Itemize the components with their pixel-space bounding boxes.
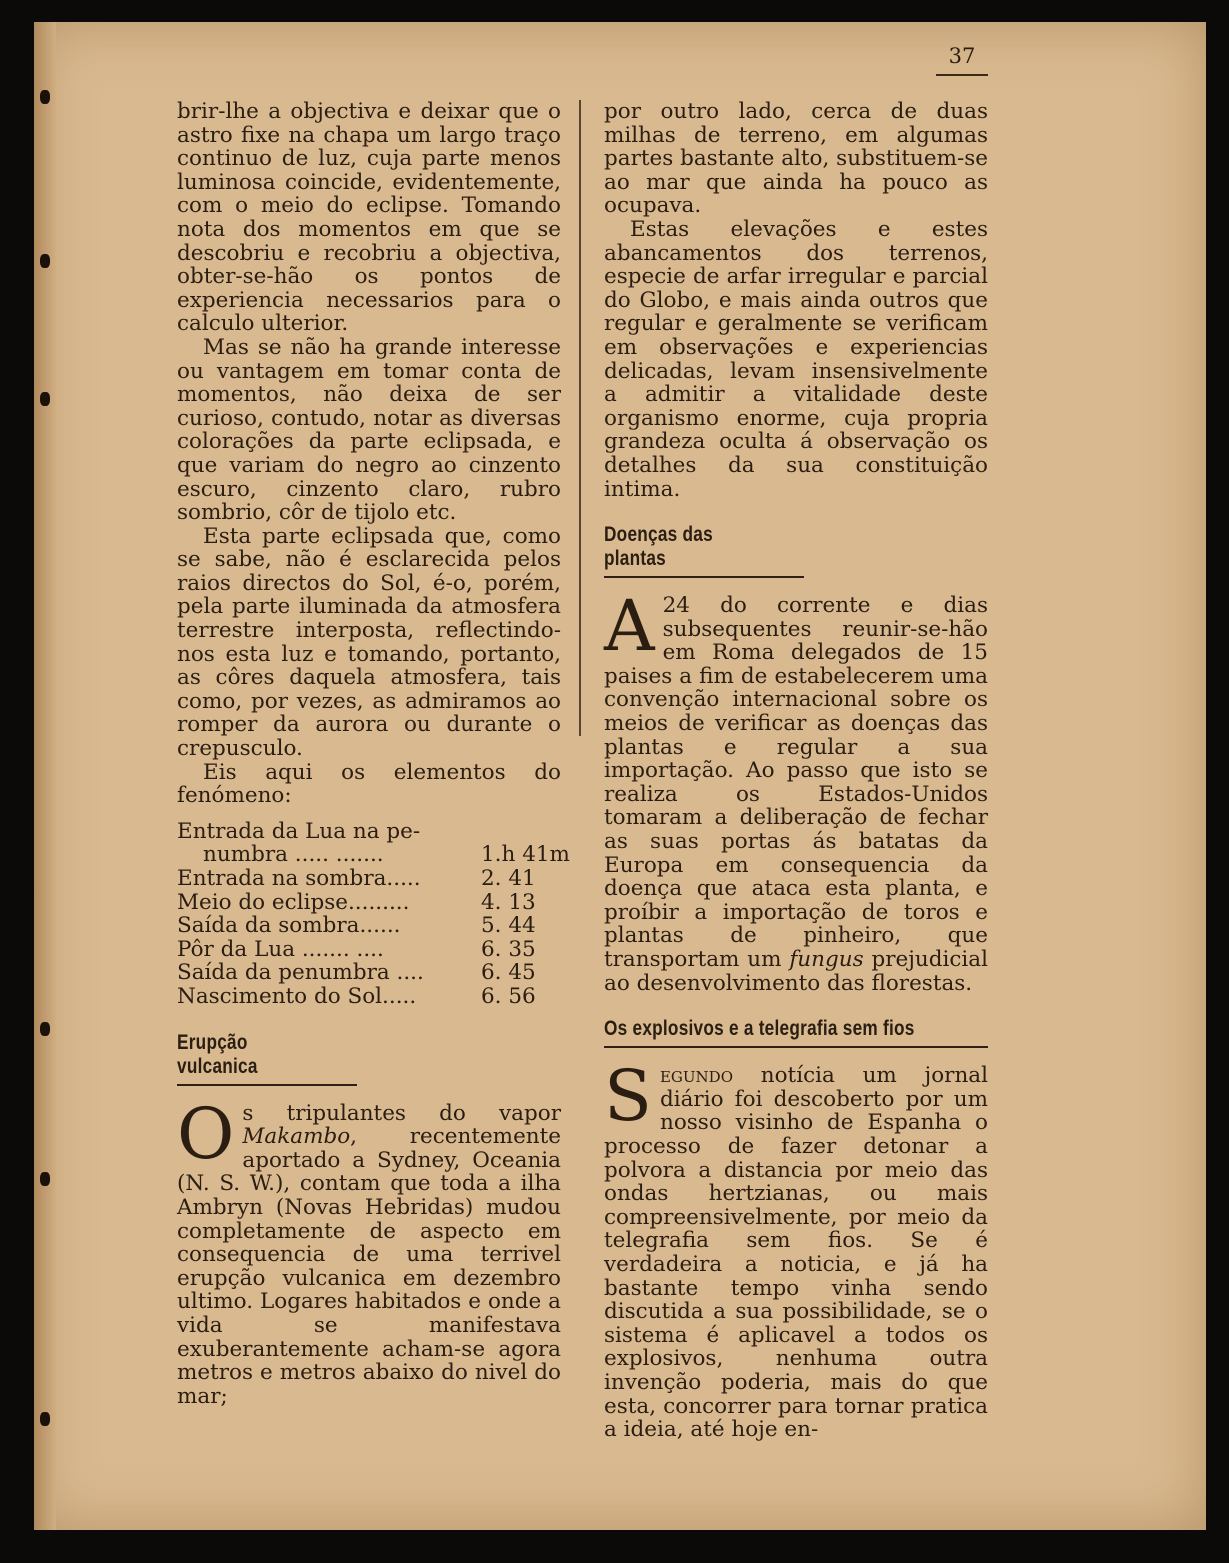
drop-cap: O (177, 1092, 235, 1175)
table-value: 5. 44 (481, 913, 536, 939)
paragraph: brir-lhe a objectiva e deixar que o astro fixe na chapa um largo traço continuo de luz, cuja parte menos luminosa coincide, evidentemente, com o meio do eclipse. Tomando nota dos momentos em que se descobriu e recobriu a objectiva, obter-se-hão os pontos de experiencia necessarios para o calculo ulterior. (177, 99, 561, 337)
table-value: 6. 45 (481, 960, 536, 986)
table-label: numbra ..... ....... (203, 843, 384, 867)
right-column (604, 100, 988, 1442)
table-row (177, 891, 561, 915)
section-title-underline (604, 523, 804, 578)
section-title: Doenças das plantas (604, 523, 713, 571)
table-row (177, 938, 561, 962)
section-title: Os explosivos e a telegrafia sem fios (604, 1017, 915, 1041)
table-value: 2. 41 (481, 866, 536, 891)
small-caps-text: egundo (659, 1063, 733, 1089)
table-row (177, 985, 561, 1009)
page-number: 37 (936, 44, 988, 76)
paragraph (604, 585, 988, 996)
binding-edge (34, 22, 56, 1530)
table-label: Saída da penumbra .... (177, 961, 424, 985)
table-label: Entrada da Lua na pe- (177, 819, 421, 844)
table-value: 6. 35 (481, 936, 536, 962)
text-run: s tripulantes do vapor (242, 1100, 561, 1126)
text-run: , recentemente aportado a Sydney, Oceania (N. S. W.), contam que toda a ilha Ambryn (Novas Hebridas) mudou completamente de aspecto em consequencia de uma terrivel erupção vulcanica em dezembro ultimo. Logares habitados e onde a vida se manifestava exuberantemente acham-se agora metros e metros abaixo do nivel do mar; (177, 1124, 561, 1409)
table-value: 4. 13 (481, 889, 536, 915)
binding-mark (40, 1022, 50, 1036)
drop-cap: S (604, 1055, 652, 1138)
paragraph: Esta parte eclipsada que, como se sabe, não é esclarecida pelos raios directos do Sol, é-o, porém, pela parte iluminada da atmosfera terrestre interposta, reflectindo-nos esta luz e tomando, portanto, as côres daquela atmosfera, tais como, por vezes, as admiramos ao romper da aurora ou durante o crepusculo. (177, 523, 561, 762)
page (34, 22, 1206, 1530)
binding-mark (40, 1412, 50, 1426)
binding-mark (40, 90, 50, 104)
italic-text: fungus (789, 947, 864, 972)
table-row (177, 842, 570, 868)
paragraph: Mas se não ha grande interesse ou vantagem em tomar conta de momentos, não deixa de ser curioso, contudo, notar as diversas colorações da parte eclipsada, e que variam do negro ao cinzento escuro, cinzento claro, rubro sombrio, côr de tijolo etc. (177, 334, 561, 526)
table-row (177, 820, 561, 844)
paragraph: por outro lado, cerca de duas milhas de terreno, em algumas partes bastante alto, substituem-se ao mar que ainda ha pouco as ocupava. (604, 99, 988, 219)
section-title: Erupção vulcanica (177, 1030, 258, 1078)
table-label: Meio do eclipse......... (177, 890, 410, 915)
text-run: 24 do corrente e dias subsequentes reunir-se-hão em Roma delegados de 15 paises a fim de estabelecerem uma convenção internacional sobre os meios de verificar as doenças das plantas e regular a sua importação. Ao passo que isto se realiza os Estados-Unidos tomaram a deliberação de fechar as suas portas ás batatas da Europa em consequencia da doença que ataca esta planta, e proíbir a importação de toros e plantas de pinheiro, que transportam um (604, 593, 988, 972)
table-label: Nascimento do Sol..... (177, 984, 417, 1009)
table-label: Pôr da Lua ....... .... (177, 937, 384, 962)
table-label: Saída da sombra...... (177, 914, 401, 938)
binding-mark (40, 1172, 50, 1186)
eclipse-table (177, 819, 570, 1009)
left-column (177, 99, 570, 1409)
binding-mark (40, 392, 50, 406)
table-row (177, 867, 561, 891)
table-row (177, 961, 561, 985)
italic-text: Makambo (242, 1124, 351, 1150)
paragraph (604, 1055, 988, 1443)
paragraph: Eis aqui os elementos do fenómeno: (177, 759, 561, 809)
column-divider (579, 100, 581, 736)
text-run: prejudicial ao desenvolvimento das florestas. (604, 947, 988, 996)
table-label: Entrada na sombra..... (177, 867, 421, 891)
table-value: 6. 56 (481, 983, 536, 1009)
section-title-underline (177, 1031, 357, 1086)
binding-mark (40, 254, 50, 268)
paragraph (177, 1092, 561, 1409)
section-title-underline (604, 1017, 988, 1048)
paragraph: Estas elevações e estes abancamentos dos terrenos, especie de arfar irregular e parcial do Globo, e mais ainda outros que regular e geralmente se verificam em observações e experiencias delicadas, levam insensivelmente a admitir a vitalidade deste organismo enorme, cuja propria grandeza oculta á observação os detalhes da sua constituição intima. (604, 216, 988, 502)
drop-cap: A (604, 585, 655, 668)
table-value: 1.h 41m (481, 842, 570, 868)
text-run: notícia um jornal diário foi descoberto por um nosso visinho de Espanha o processo de fazer detonar a polvora a distancia por meio das ondas hertzianas, ou mais compreensivelmente, por meio da telegrafia sem fios. Se é verdadeira a noticia, e já ha bastante tempo vinha sendo discutida a sua possibilidade, se o sistema é aplicavel a todos os explosivos, nenhuma outra invenção poderia, mais do que esta, concorrer para tornar pratica a ideia, até hoje en- (604, 1063, 988, 1443)
table-row (177, 914, 561, 938)
